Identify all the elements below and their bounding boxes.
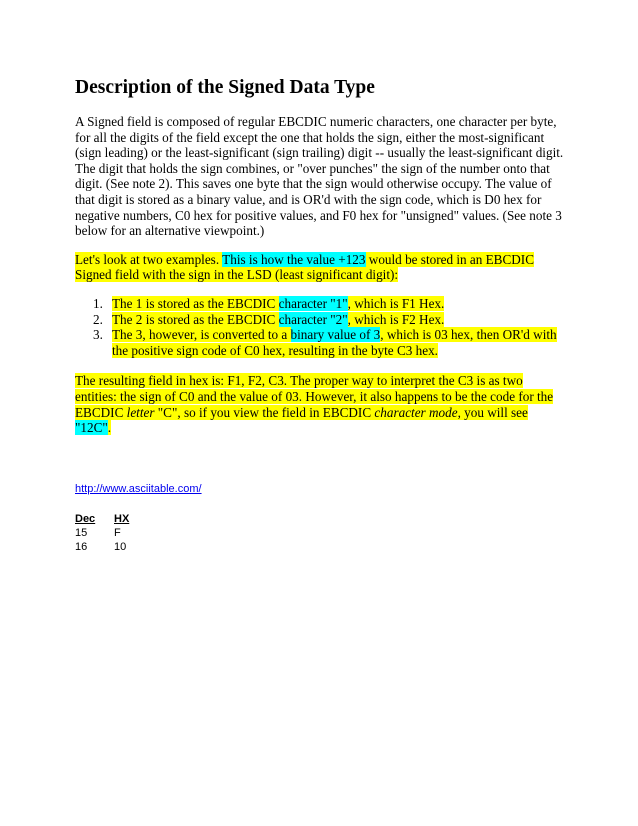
intro-paragraph: A Signed field is composed of regular EBCDIC numeric characters, one character per byte, for all the digits of the field except the one that holds the sign, either the most-significant (sign leading) or the least-significant (sign trailing) digit -- usually the least-significant digit. The digit that holds the sign combines, or "over punches" the sign of the number onto that digit. (See note 2). This saves one byte that the sign would otherwise occupy. The value of that digit is stored as a binary value, and is OR'd with the sign code, which is D0 hex for negative numbers, C0 hex for positive values, and F0 hex for "unsigned" values. (See note 3 below for an alternative viewpoint.) bbox=[75, 114, 564, 239]
numbered-list bbox=[75, 296, 565, 358]
list-item-text: The 2 is stored as the EBCDIC bbox=[112, 311, 279, 327]
result-letter-word: letter bbox=[126, 404, 155, 420]
column-header-hx: HX bbox=[114, 512, 130, 525]
result-text: The resulting field in hex is: F1, F2, C3. The proper way to interpret the C3 is as two entities: the sign of C0 and the value of 03. However, it also happens to be the code for the EBCDIC bbox=[75, 373, 554, 420]
result-paragraph bbox=[75, 373, 565, 435]
examples-text-value: This is how the value +123 bbox=[222, 251, 366, 267]
column-header-dec: Dec bbox=[75, 512, 96, 525]
list-item-highlight: binary value of 3 bbox=[290, 327, 381, 343]
list-item-highlight: character "2" bbox=[278, 311, 348, 327]
table-row bbox=[75, 540, 129, 554]
examples-text-intro: Let's look at two examples. bbox=[75, 251, 223, 267]
table-row bbox=[75, 526, 129, 540]
table-cell-dec: 15 bbox=[75, 526, 88, 539]
table-cell-hx: 10 bbox=[114, 540, 127, 553]
result-text: "C", so if you view the field in EBCDIC bbox=[154, 404, 375, 420]
result-text: , you will see bbox=[457, 404, 528, 420]
document-body bbox=[75, 76, 565, 554]
examples-paragraph bbox=[75, 252, 565, 283]
result-value-highlight: "12C" bbox=[75, 420, 108, 436]
list-item bbox=[75, 312, 565, 328]
list-item-text: The 3, however, is converted to a bbox=[112, 327, 291, 343]
table-header-row bbox=[75, 512, 129, 526]
hex-table bbox=[75, 512, 129, 554]
list-item-highlight: character "1" bbox=[278, 295, 348, 311]
list-item-text: The 1 is stored as the EBCDIC bbox=[112, 295, 279, 311]
table-cell-hx: F bbox=[114, 526, 121, 539]
list-marker: 2. bbox=[93, 311, 103, 327]
result-text: . bbox=[107, 420, 112, 436]
list-item-text: , which is F1 Hex. bbox=[347, 295, 445, 311]
list-item bbox=[75, 327, 565, 358]
asciitable-link[interactable]: http://www.asciitable.com/ bbox=[75, 482, 202, 495]
list-marker: 1. bbox=[93, 295, 103, 311]
table-cell-dec: 16 bbox=[75, 540, 88, 553]
list-marker: 3. bbox=[93, 327, 103, 343]
list-item-text: , which is F2 Hex. bbox=[347, 311, 445, 327]
list-item-text: , which is 03 hex, then OR'd with the positive sign code of C0 hex, resulting in the byte C3 hex. bbox=[112, 327, 557, 358]
list-item bbox=[75, 296, 565, 312]
page-title: Description of the Signed Data Type bbox=[75, 77, 375, 98]
examples-text-rest: would be stored in an EBCDIC Signed field with the sign in the LSD (least significant digit): bbox=[75, 251, 534, 283]
result-charmode-word: character mode bbox=[374, 404, 458, 420]
